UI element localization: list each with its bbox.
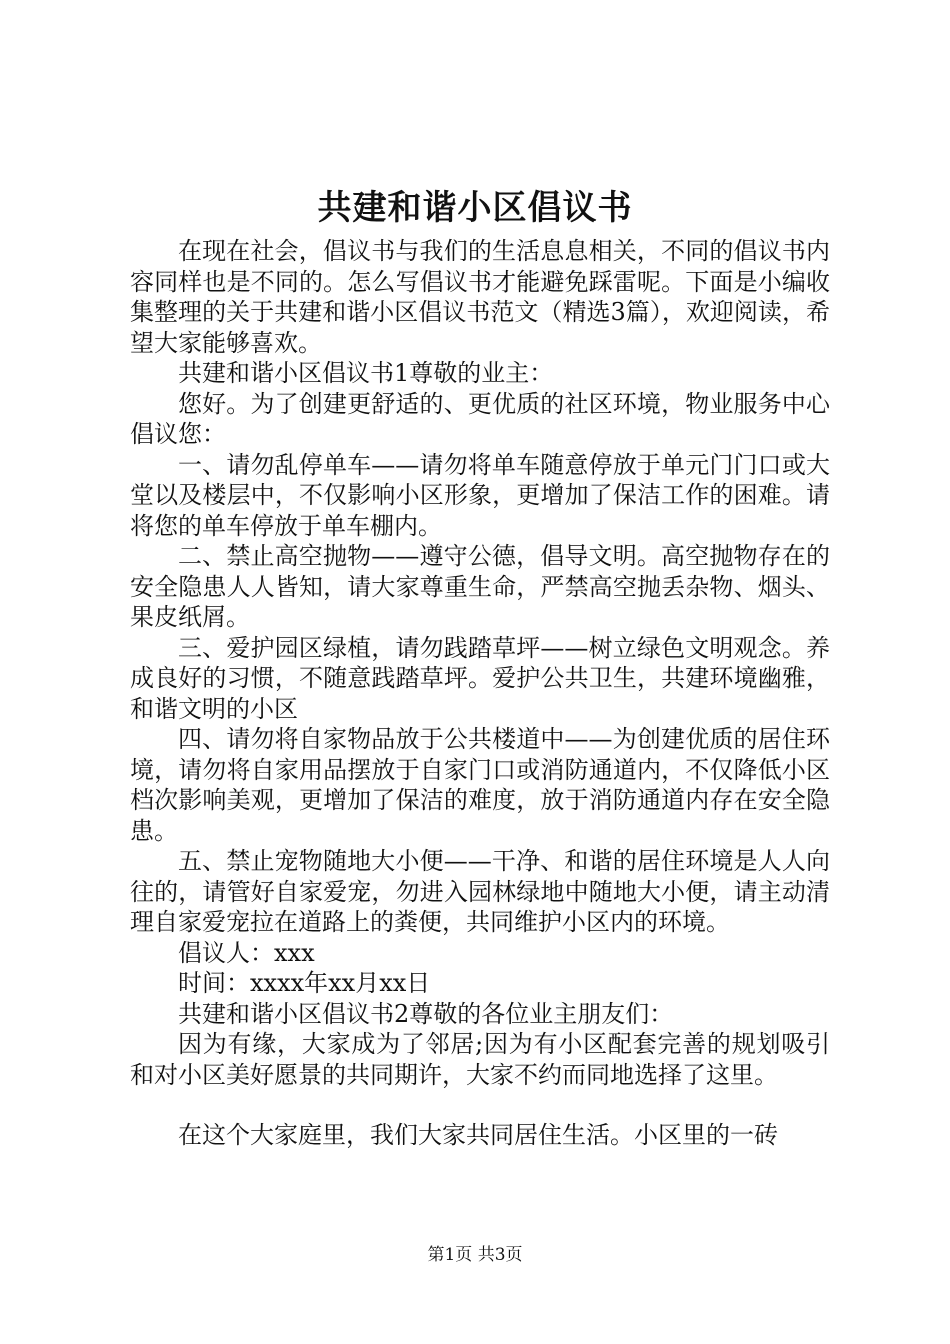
letter-2-heading: 共建和谐小区倡议书2尊敬的各位业主朋友们： <box>178 999 674 1028</box>
item-4-paragraph: 四、请勿将自家物品放于公共楼道中——为创建优质的居住环境，请勿将自家用品摆放于自家门口或消防通道内，不仅降低小区档次影响美观，更增加了保洁的难度，放于消防通道内存在安全隐患。 <box>130 725 830 845</box>
document-title: 共建和谐小区倡议书 <box>317 188 633 228</box>
item-3-paragraph: 三、爱护园区绿植，请勿践踏草坪——树立绿色文明观念。养成良好的习惯，不随意践踏草坪。爱护公共卫生，共建环境幽雅，和谐文明的小区 <box>130 633 830 723</box>
neighbors-paragraph: 因为有缘，大家成为了邻居;因为有小区配套完善的规划吸引和对小区美好愿景的共同期许，大家不约而同地选择了这里。 <box>130 1030 830 1089</box>
item-1-paragraph: 一、请勿乱停单车——请勿将单车随意停放于单元门门口或大堂以及楼层中，不仅影响小区形象，更增加了保洁工作的困难。请将您的单车停放于单车棚内。 <box>130 450 830 540</box>
date-line: 时间：xxxx年xx月xx日 <box>178 969 431 997</box>
greeting-paragraph: 您好。为了创建更舒适的、更优质的社区环境，物业服务中心倡议您： <box>130 389 830 448</box>
family-paragraph: 在这个大家庭里，我们大家共同居住生活。小区里的一砖 <box>178 1121 778 1149</box>
item-2-paragraph: 二、禁止高空抛物——遵守公德，倡导文明。高空抛物存在的安全隐患人人皆知，请大家尊重生命，严禁高空抛丢杂物、烟头、果皮纸屑。 <box>130 542 830 631</box>
letter-1-heading: 共建和谐小区倡议书1尊敬的业主： <box>178 359 554 387</box>
initiator-line: 倡议人：xxx <box>178 938 315 967</box>
intro-paragraph: 在现在社会，倡议书与我们的生活息息相关，不同的倡议书内容同样也是不同的。怎么写倡议书才能避免踩雷呢。下面是小编收集整理的关于共建和谐小区倡议书范文（精选3篇），欢迎阅读，希望大家能够喜欢。 <box>130 237 830 357</box>
item-5-paragraph: 五、禁止宠物随地大小便——干净、和谐的居住环境是人人向往的，请管好自家爱宠，勿进入园林绿地中随地大小便，请主动清理自家爱宠拉在道路上的粪便，共同维护小区内的环境。 <box>130 847 830 936</box>
page-footer: 第1页 共3页 <box>427 1245 523 1265</box>
document-body <box>130 236 830 1151</box>
